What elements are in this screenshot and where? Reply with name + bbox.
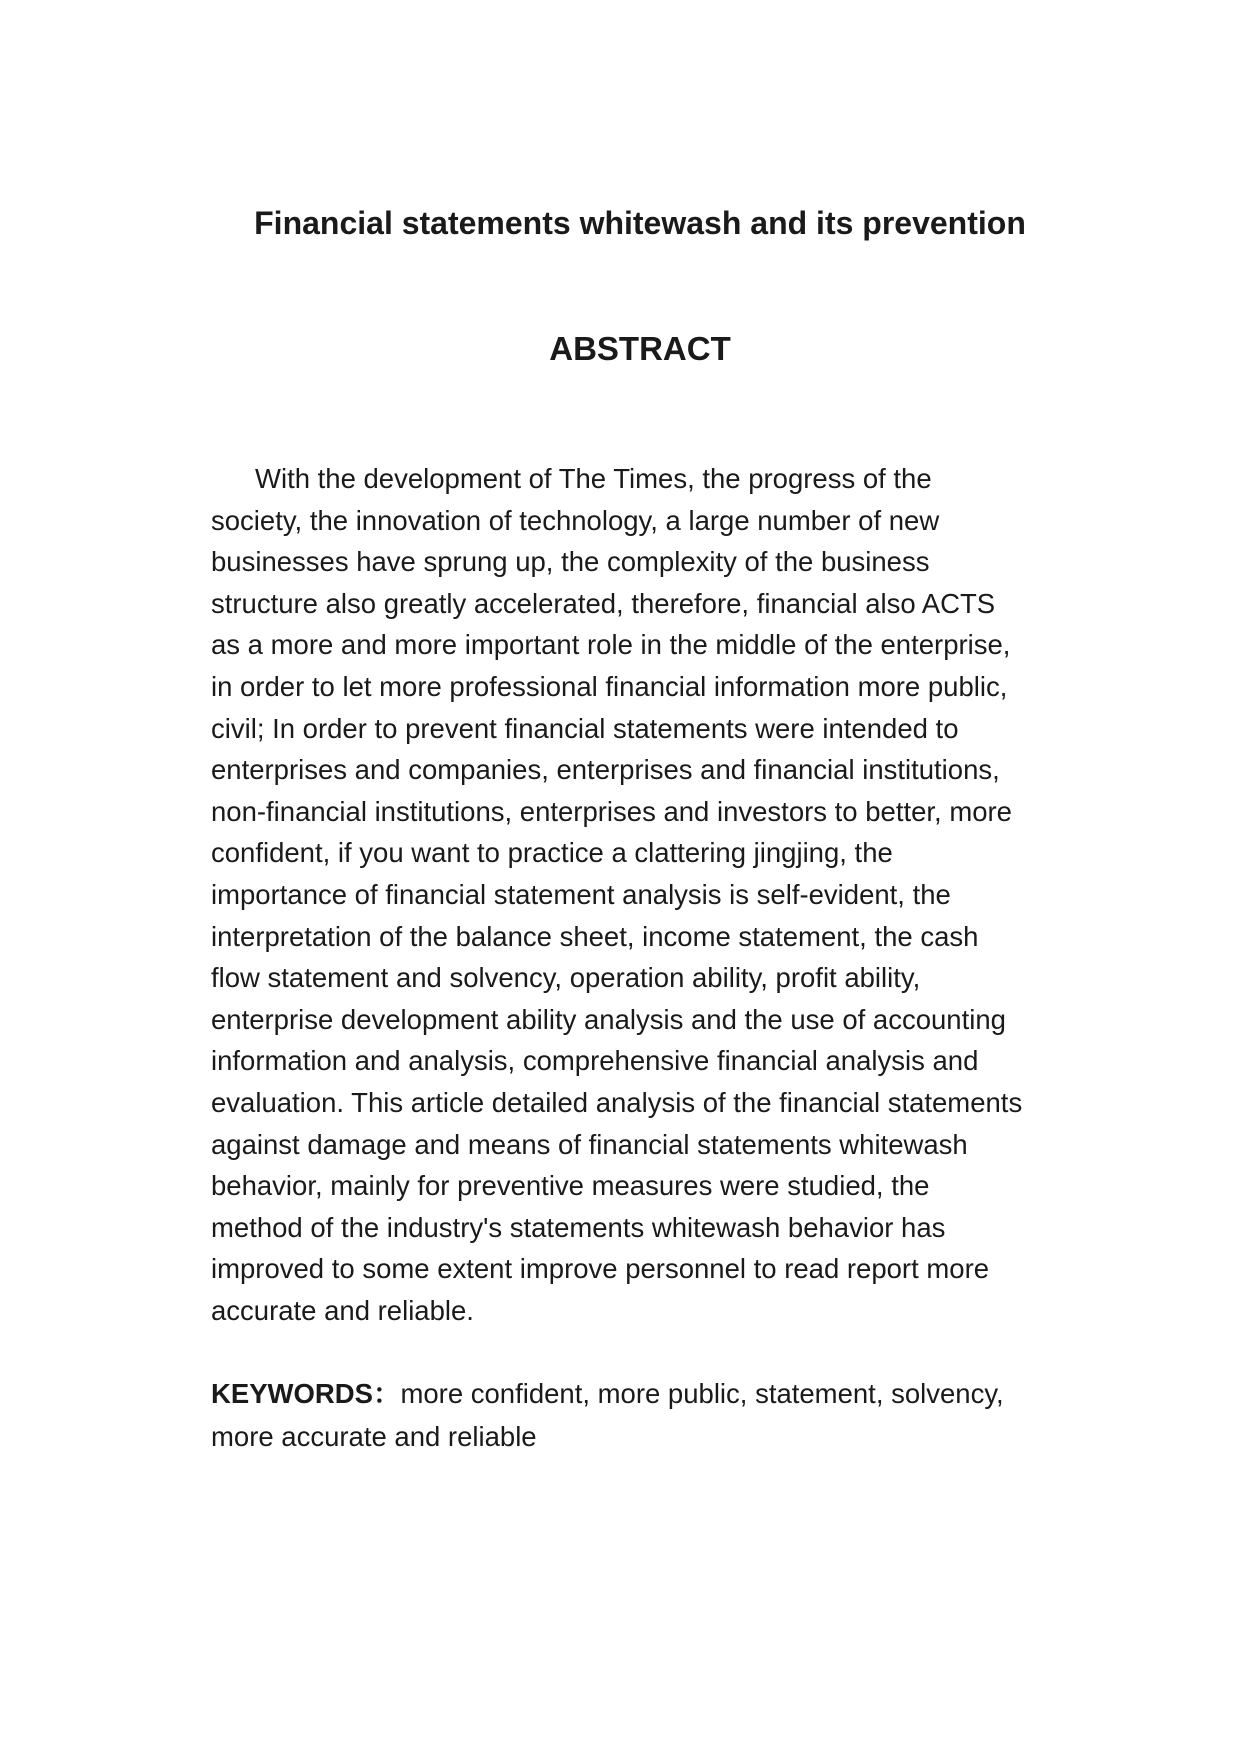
abstract-line: society, the innovation of technology, a large number of new (211, 504, 940, 536)
abstract-line: importance of financial statement analysis is self-evident, the (211, 878, 951, 910)
keywords-line-1 (211, 1372, 1081, 1415)
abstract-line: interpretation of the balance sheet, income statement, the cash (211, 920, 979, 952)
abstract-line: as a more and more important role in the middle of the enterprise, (211, 629, 1011, 661)
keywords-line-2: more accurate and reliable (211, 1421, 537, 1452)
abstract-line: flow statement and solvency, operation ability, profit ability, (211, 962, 921, 994)
abstract-line: information and analysis, comprehensive financial analysis and (211, 1045, 979, 1077)
abstract-line: against damage and means of financial statements whitewash (211, 1128, 968, 1160)
abstract-line: civil; In order to prevent financial statements were intended to (211, 712, 959, 744)
abstract-line: With the development of The Times, the progress of the (255, 463, 932, 494)
abstract-line: enterprises and companies, enterprises and financial institutions, (211, 754, 1000, 786)
abstract-line: evaluation. This article detailed analysis of the financial statements (211, 1086, 1023, 1118)
document-title: Financial statements whitewash and its prevention (254, 205, 1026, 241)
abstract-line: non-financial institutions, enterprises and investors to better, more (211, 795, 1012, 827)
abstract-line: confident, if you want to practice a clattering jingjing, the (211, 837, 893, 869)
abstract-line: improved to some extent improve personnel to read report more (211, 1253, 990, 1285)
abstract-line: structure also greatly accelerated, therefore, financial also ACTS (211, 587, 996, 619)
keywords-values: more confident, more public, statement, solvency, (400, 1378, 1004, 1409)
abstract-line: enterprise development ability analysis and the use of accounting (211, 1003, 1006, 1035)
abstract-heading: ABSTRACT (549, 330, 731, 367)
abstract-line: behavior, mainly for preventive measures were studied, the (211, 1170, 930, 1202)
abstract-line: method of the industry's statements whitewash behavior has (211, 1211, 946, 1243)
keywords-block (211, 1372, 1081, 1458)
keywords-label: KEYWORDS： (211, 1378, 401, 1409)
abstract-line: businesses have sprung up, the complexity of the business (211, 546, 930, 578)
abstract-body (211, 458, 1081, 1331)
abstract-line: accurate and reliable. (211, 1294, 474, 1326)
abstract-line: in order to let more professional financial information more public, (211, 670, 1008, 702)
